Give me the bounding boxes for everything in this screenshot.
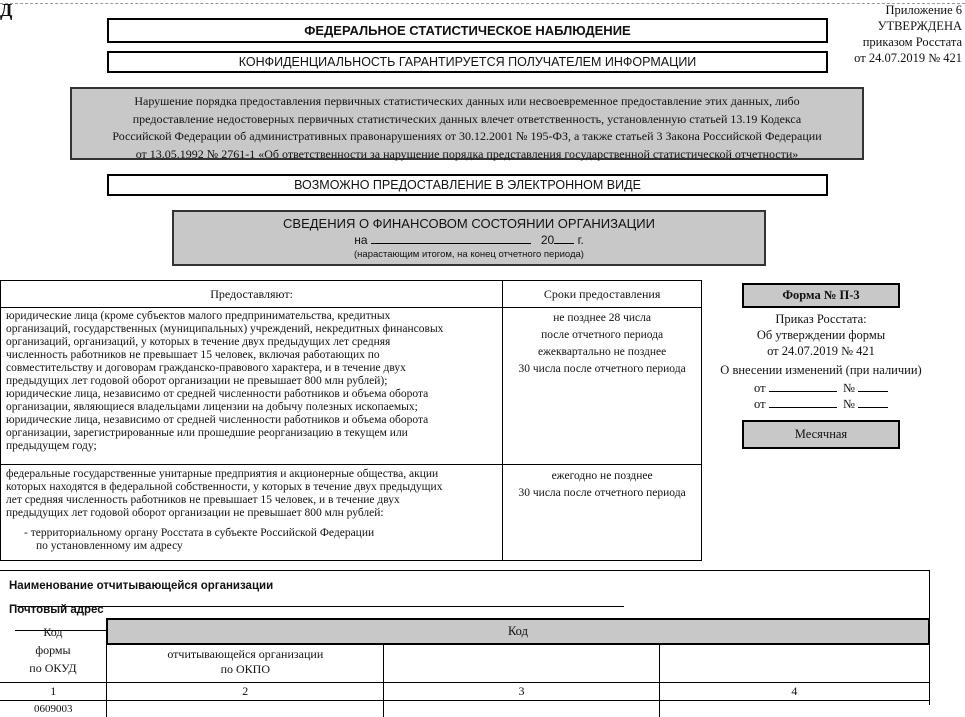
periodicity: Месячная [794,427,848,441]
col-number: 1 [0,682,107,700]
providers-line: предыдущих лет годовой оборот организации не превышает 800 млн рублей: [6,507,384,519]
empty-header-cell [384,644,660,682]
order-info [710,311,932,412]
providers-line: организации, зарегистрированные или прошедшие реорганизацию в текущем или [6,427,408,439]
address-row [9,600,889,616]
code-value[interactable] [659,700,929,717]
appendix-line1: Приложение 6 [885,3,962,17]
confidential-text: КОНФИДЕНЦИАЛЬНОСТЬ ГАРАНТИРУЕТСЯ ПОЛУЧАТЕЛЕМ ИНФОРМАЦИИ [238,55,697,69]
form-number: Форма № П-3 [782,288,860,302]
header-providers: Предоставляют: [1,281,503,308]
code-header: Код [507,624,528,638]
warning-line: Российской Федерации об административных правонарушениях от 30.12.2001 № 195-ФЗ, а также статьей 3 Закона Российской Федерации [112,129,822,143]
deadline-line: ежеквартально не позднее [537,346,667,358]
okud-header-line: Код [43,625,63,639]
corner-mark: Д [0,0,13,20]
deadline-line: 30 числа после отчетного периода [518,487,686,499]
periodicity-box [742,420,900,449]
code-value[interactable] [384,700,660,717]
warning-line: предоставление недостоверных первичных статистических данных влечет ответственность, установленную статьей 13.19 Кодекса [132,111,802,126]
appendix-block [820,2,962,66]
schedule-row [1,465,702,561]
on-label: на [354,233,368,247]
report-title: СВЕДЕНИЯ О ФИНАНСОВОМ СОСТОЯНИИ ОРГАНИЗАЦИИ [283,216,655,231]
deadline-line: 30 числа после отчетного периода [518,363,686,375]
providers-line: лет средняя численность работников не превышает 15 человек, и в течение двух [6,494,400,506]
okpo-header-line: по ОКПО [220,662,270,676]
providers-line: организаций, организаций, у которых в течение двух предыдущих лет средняя [6,336,391,348]
amendment-row [710,396,932,412]
col-number: 4 [791,683,798,698]
okpo-value[interactable] [107,700,384,717]
col-number: 2 [107,682,384,700]
date-field[interactable] [371,243,531,244]
warning-line: от 13.05.1992 № 2761-1 «Об ответственности за нарушение порядка представления государственной статистической отчетности» [135,146,799,161]
org-name-label: Наименование отчитывающейся организации [9,580,274,592]
appendix-line2: УТВЕРЖДЕНА [877,19,962,33]
report-note: (нарастающим итогом, на конец отчетного периода) [354,249,584,260]
amendment-date-field[interactable] [769,407,837,408]
year-suffix: г. [577,233,584,247]
warning-box [70,87,864,160]
warning-line: Нарушение порядка предоставления первичных статистических данных или несвоевременное предоставление этих данных, либо [134,94,800,108]
column-number-row [0,682,929,700]
code-table [0,618,930,717]
okud-value: 0609003 [0,700,107,717]
report-title-box [172,210,766,266]
federal-observation-text: ФЕДЕРАЛЬНОЕ СТАТИСТИЧЕСКОЕ НАБЛЮДЕНИЕ [304,23,631,38]
org-name-row [9,576,889,592]
appendix-line3: приказом Росстата [862,35,962,49]
num-label: № [842,381,855,395]
code-subheader-row [0,644,929,682]
providers-line: федеральные государственные унитарные предприятия и акционерные общества, акции [6,468,439,480]
year-field[interactable] [554,243,574,244]
recipient-line: по установленному им адресу [36,540,183,552]
providers-line: численность работников не превышает 15 человек, включая работающих по [6,349,380,361]
providers-line: организации, являющиеся владельцами лицензии на добычу полезных ископаемых; [6,401,418,413]
schedule-table [0,280,702,561]
order-line: О внесении изменений (при наличии) [720,363,922,377]
empty-header-cell [659,644,929,682]
address-label: Почтовый адрес [9,604,104,616]
providers-line: предыдущем году; [6,440,97,452]
confidential-box [107,51,828,73]
code-value-row [0,700,929,717]
code-header-cell [107,619,929,644]
deadline-cell [503,308,702,465]
form-number-box [742,283,900,308]
electronic-text: ВОЗМОЖНО ПРЕДОСТАВЛЕНИЕ В ЭЛЕКТРОННОМ ВИДЕ [294,178,641,192]
code-header-row [0,619,929,644]
amendment-number-field[interactable] [858,407,888,408]
providers-line: совместительству и договорам гражданско-правового характера, и в течение двух [6,362,406,374]
providers-line: юридические лица, независимо от средней численности работников и объема оборота [6,388,429,400]
from-label: от [754,381,766,395]
num-label: № [842,397,855,411]
schedule-header-row [1,281,702,308]
providers-line: организаций, государственных (муниципальных) учреждений, некредитных финансовых [6,323,444,335]
deadline-line: не позднее 28 числа [553,312,651,324]
okpo-header-cell [107,644,384,682]
federal-observation-box [107,18,828,43]
header-deadlines: Сроки предоставления [503,281,702,308]
from-label: от [754,397,766,411]
okud-header-cell [0,619,107,682]
electronic-box [107,174,828,196]
okud-header-line: формы [35,643,71,657]
report-date-line [174,232,764,249]
year-prefix: 20 [540,233,555,247]
okud-header-line: по ОКУД [29,661,77,675]
order-line: Об утверждении формы [756,328,886,342]
deadline-cell [503,465,702,561]
deadline-line: после отчетного периода [541,329,664,341]
providers-line: которых находятся в федеральной собственности, у которых в течение двух предыдущих [6,481,443,493]
providers-cell [1,465,503,561]
deadline-line: ежегодно не позднее [551,470,653,482]
col-number: 3 [384,682,660,700]
amendment-row [710,380,932,396]
order-line: от 24.07.2019 № 421 [767,344,875,358]
order-line: Приказ Росстата: [775,312,867,326]
amendment-number-field[interactable] [858,391,888,392]
appendix-line4: от 24.07.2019 № 421 [854,51,962,65]
providers-line: юридические лица, независимо от средней численности работников и объема оборота [6,414,429,426]
schedule-row [1,308,702,465]
providers-cell [1,308,503,465]
okpo-header-line: отчитывающейся организации [167,647,324,661]
amendment-date-field[interactable] [769,391,837,392]
providers-line: предыдущих лет годовой оборот организации не превышает 800 млн рублей); [6,375,388,387]
recipient-line: - территориальному органу Росстата в субъекте Российской Федерации [24,527,375,539]
providers-line: юридические лица (кроме субъектов малого предпринимательства, кредитных [6,310,391,322]
